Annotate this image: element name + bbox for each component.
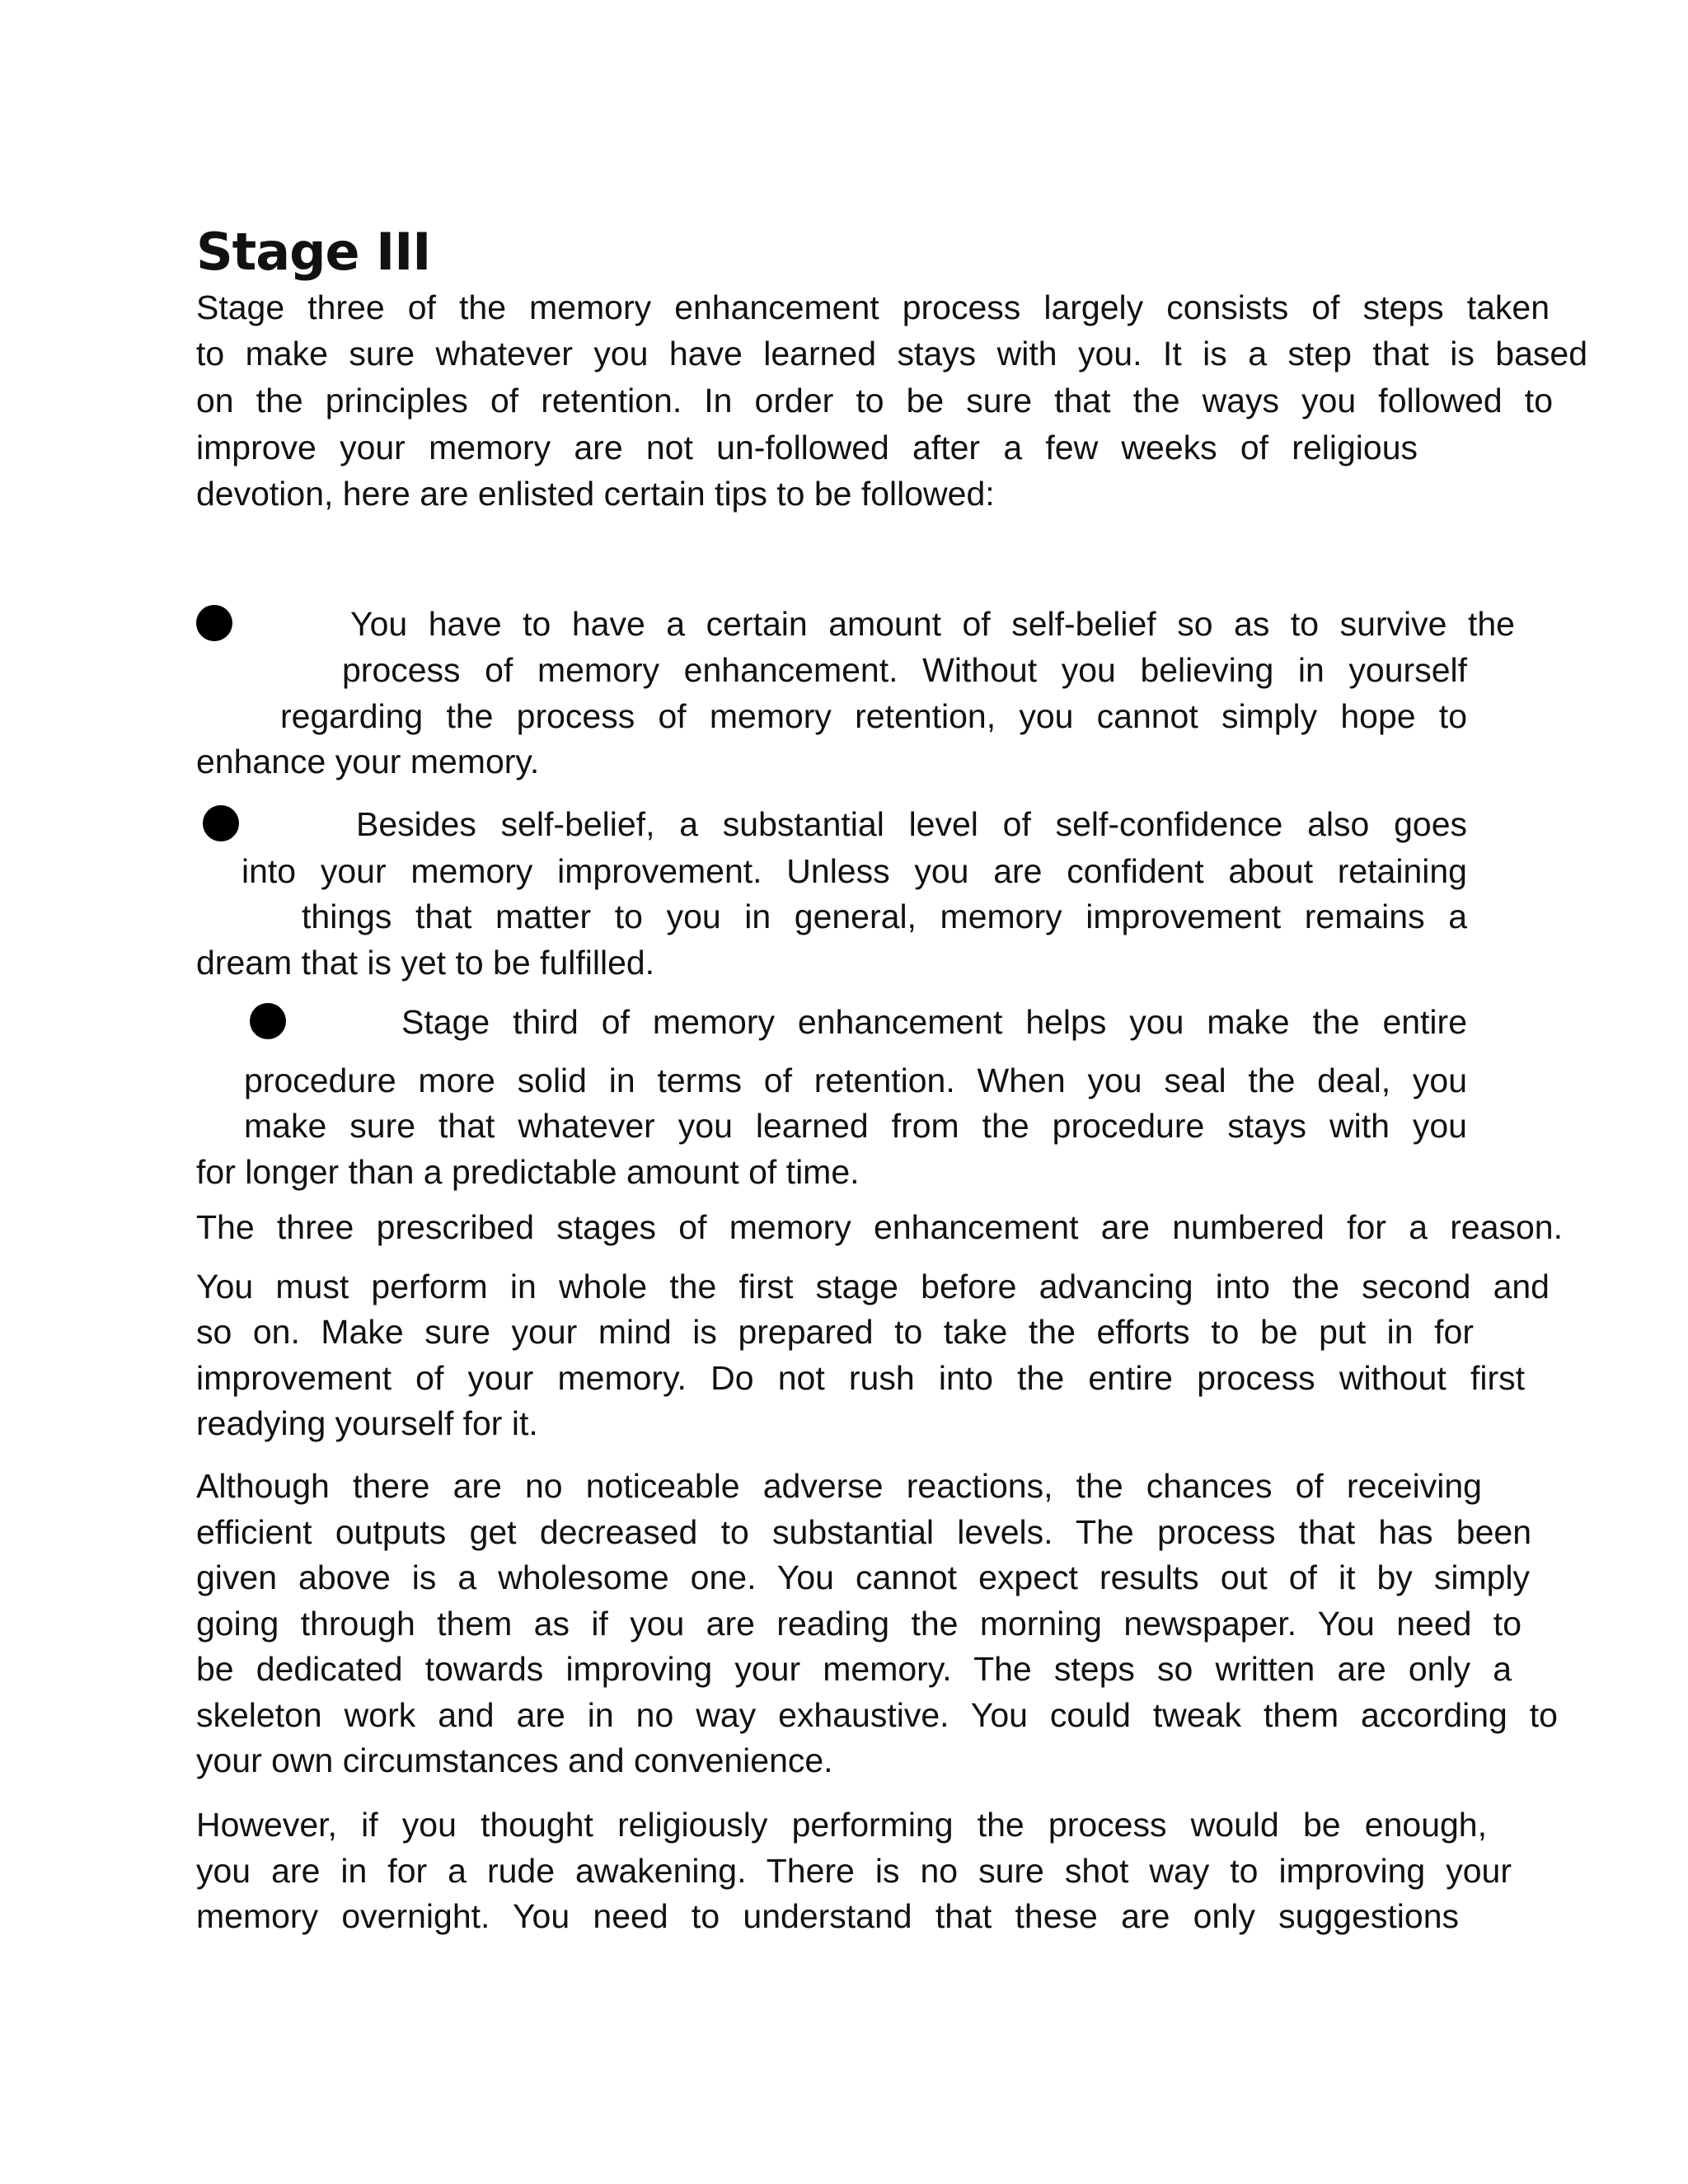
intro-line: on the principles of retention. In order to be sure that the ways you followed to <box>196 382 1553 419</box>
body-paragraph-line: The three prescribed stages of memory enhancement are numbered for a reason. <box>196 1208 1563 1246</box>
bullet-item-line: process of memory enhancement. Without you believing in yourself <box>342 651 1467 689</box>
bullet-item-line: things that matter to you in general, memory improvement remains a <box>302 898 1467 935</box>
body-paragraph-line: skeleton work and are in no way exhaustive. You could tweak them according to <box>196 1696 1558 1734</box>
bullet-item-line: regarding the process of memory retention, you cannot simply hope to <box>280 697 1467 735</box>
body-paragraph-line: so on. Make sure your mind is prepared to take the efforts to be put in for <box>196 1313 1474 1351</box>
page-title: Stage III <box>196 222 431 282</box>
intro-line: Stage three of the memory enhancement process largely consists of steps taken <box>196 288 1550 326</box>
bullet-item-line: You have to have a certain amount of self-belief so as to survive the <box>350 605 1515 643</box>
body-paragraph-line: your own circumstances and convenience. <box>196 1741 833 1779</box>
body-paragraph-line: you are in for a rude awakening. There is no sure shot way to improving your <box>196 1852 1512 1890</box>
intro-line: devotion, here are enlisted certain tips to be followed: <box>196 475 995 513</box>
body-paragraph-line: Although there are no noticeable adverse reactions, the chances of receiving <box>196 1467 1482 1505</box>
intro-line: improve your memory are not un-followed after a few weeks of religious <box>196 429 1418 466</box>
bullet-item-line: Stage third of memory enhancement helps you make the entire <box>401 1003 1467 1041</box>
body-paragraph-line: You must perform in whole the first stage before advancing into the second and <box>196 1268 1550 1305</box>
bullet-item-line: enhance your memory. <box>196 743 540 780</box>
body-paragraph-line: readying yourself for it. <box>196 1404 538 1442</box>
body-paragraph-line: be dedicated towards improving your memory. The steps so written are only a <box>196 1650 1512 1688</box>
bullet-item-line: make sure that whatever you learned from the procedure stays with you <box>244 1107 1467 1145</box>
bullet-icon <box>196 605 232 641</box>
bullet-item-line: into your memory improvement. Unless you are confident about retaining <box>241 852 1467 890</box>
bullet-item-line: dream that is yet to be fulfilled. <box>196 944 655 982</box>
bullet-icon <box>250 1003 286 1039</box>
body-paragraph-line: efficient outputs get decreased to substantial levels. The process that has been <box>196 1513 1531 1551</box>
body-paragraph-line: However, if you thought religiously performing the process would be enough, <box>196 1806 1487 1844</box>
body-paragraph-line: going through them as if you are reading the morning newspaper. You need to <box>196 1605 1522 1643</box>
bullet-icon <box>203 805 239 841</box>
bullet-item-line: Besides self-belief, a substantial level of self-confidence also goes <box>356 805 1467 843</box>
body-paragraph-line: improvement of your memory. Do not rush into the entire process without first <box>196 1359 1525 1397</box>
body-paragraph-line: memory overnight. You need to understand that these are only suggestions <box>196 1897 1459 1935</box>
body-paragraph-line: given above is a wholesome one. You cannot expect results out of it by simply <box>196 1558 1530 1596</box>
bullet-item-line: procedure more solid in terms of retention. When you seal the deal, you <box>244 1062 1467 1099</box>
bullet-item-line: for longer than a predictable amount of time. <box>196 1153 860 1191</box>
intro-line: to make sure whatever you have learned stays with you. It is a step that is based <box>196 335 1587 373</box>
